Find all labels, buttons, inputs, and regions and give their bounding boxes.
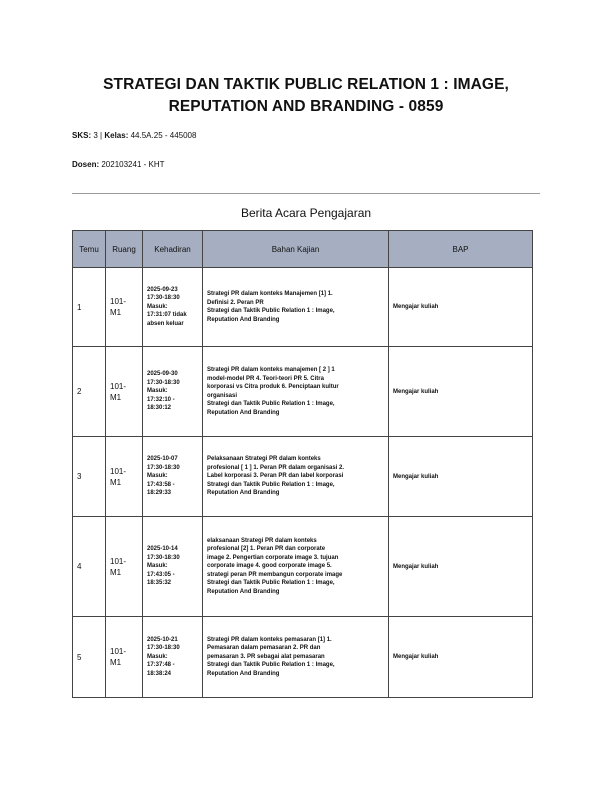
- title-line-2: REPUTATION AND BRANDING - 0859: [168, 98, 444, 115]
- table-header-row: [73, 231, 533, 268]
- cell-bahan-kajian: elaksanaan Strategi PR dalam konteks profesional [2] 1. Peran PR dan corporate image 2. Pengertian corporate image 3. tujuan corporate image 4. good corporate image 5. strategi peran PR membangun corporate image Strategi dan Taktik Public Relation 1 : Image, Reputation And Branding: [203, 517, 389, 617]
- cell-temu: 2: [73, 347, 106, 437]
- kelas-label: Kelas:: [104, 131, 129, 140]
- cell-bap: Mengajar kuliah: [389, 347, 533, 437]
- cell-temu: 1: [73, 268, 106, 347]
- cell-bahan-kajian: Strategi PR dalam konteks manajemen [ 2 ] 1 model-model PR 4. Teori-teori PR 5. Citra korporasi vs Citra produk 6. Penciptaan kultur organisasi Strategi dan Taktik Public Relation 1 : Image, Reputation And Branding: [203, 347, 389, 437]
- divider: [72, 193, 540, 194]
- cell-bahan-kajian: Pelaksanaan Strategi PR dalam konteks profesional [ 1 ] 1. Peran PR dalam organisasi 2. Label korporasi 3. Peran PR dan label korporasi Strategi dan Taktik Public Relation 1 : Image, Reputation And Branding: [203, 437, 389, 517]
- sks-label: SKS:: [72, 131, 92, 140]
- table-row: [73, 268, 533, 347]
- header-ruang: Ruang: [106, 231, 143, 268]
- table-row: [73, 517, 533, 617]
- header-temu: Temu: [73, 231, 106, 268]
- document-title: [60, 74, 552, 118]
- cell-temu: 3: [73, 437, 106, 517]
- cell-ruang: 101- M1: [106, 268, 143, 347]
- teaching-log-table: [72, 230, 533, 698]
- cell-kehadiran: 2025-09-23 17:30-18:30 Masuk: 17:31:07 tidak absen keluar: [143, 268, 203, 347]
- cell-bahan-kajian: Strategi PR dalam konteks pemasaran [1] 1. Pemasaran dalam pemasaran 2. PR dan pemasaran 3. PR sebagai alat pemasaran Strategi dan Taktik Public Relation 1 : Image, Reputation And Branding: [203, 617, 389, 698]
- dosen-label: Dosen:: [72, 160, 100, 169]
- cell-bap: Mengajar kuliah: [389, 268, 533, 347]
- course-meta: [72, 131, 196, 140]
- cell-kehadiran: 2025-10-21 17:30-18:30 Masuk: 17:37:48 - 18:38:24: [143, 617, 203, 698]
- sks-value: 3: [93, 131, 98, 140]
- dosen-value: 202103241 - KHT: [101, 160, 165, 169]
- cell-ruang: 101- M1: [106, 617, 143, 698]
- table-row: [73, 617, 533, 698]
- cell-kehadiran: 2025-10-14 17:30-18:30 Masuk: 17:43:05 - 18:35:32: [143, 517, 203, 617]
- title-line-1: STRATEGI DAN TAKTIK PUBLIC RELATION 1 : IMAGE,: [103, 76, 509, 93]
- cell-bap: Mengajar kuliah: [389, 437, 533, 517]
- cell-temu: 4: [73, 517, 106, 617]
- kelas-value: 44.5A.25 - 445008: [130, 131, 197, 140]
- header-kehadiran: Kehadiran: [143, 231, 203, 268]
- cell-ruang: 101- M1: [106, 347, 143, 437]
- header-bap: BAP: [389, 231, 533, 268]
- cell-kehadiran: 2025-09-30 17:30-18:30 Masuk: 17:32:10 - 18:30:12: [143, 347, 203, 437]
- cell-bap: Mengajar kuliah: [389, 517, 533, 617]
- cell-bap: Mengajar kuliah: [389, 617, 533, 698]
- cell-temu: 5: [73, 617, 106, 698]
- cell-bahan-kajian: Strategi PR dalam konteks Manajemen [1] 1. Definisi 2. Peran PR Strategi dan Taktik Public Relation 1 : Image, Reputation And Branding: [203, 268, 389, 347]
- lecturer-meta: [72, 160, 165, 169]
- header-bahan-kajian: Bahan Kajian: [203, 231, 389, 268]
- cell-ruang: 101- M1: [106, 517, 143, 617]
- meta-separator: |: [100, 131, 103, 140]
- section-title: Berita Acara Pengajaran: [240, 206, 372, 220]
- table-row: [73, 437, 533, 517]
- cell-kehadiran: 2025-10-07 17:30-18:30 Masuk: 17:43:58 - 18:29:33: [143, 437, 203, 517]
- table-row: [73, 347, 533, 437]
- cell-ruang: 101- M1: [106, 437, 143, 517]
